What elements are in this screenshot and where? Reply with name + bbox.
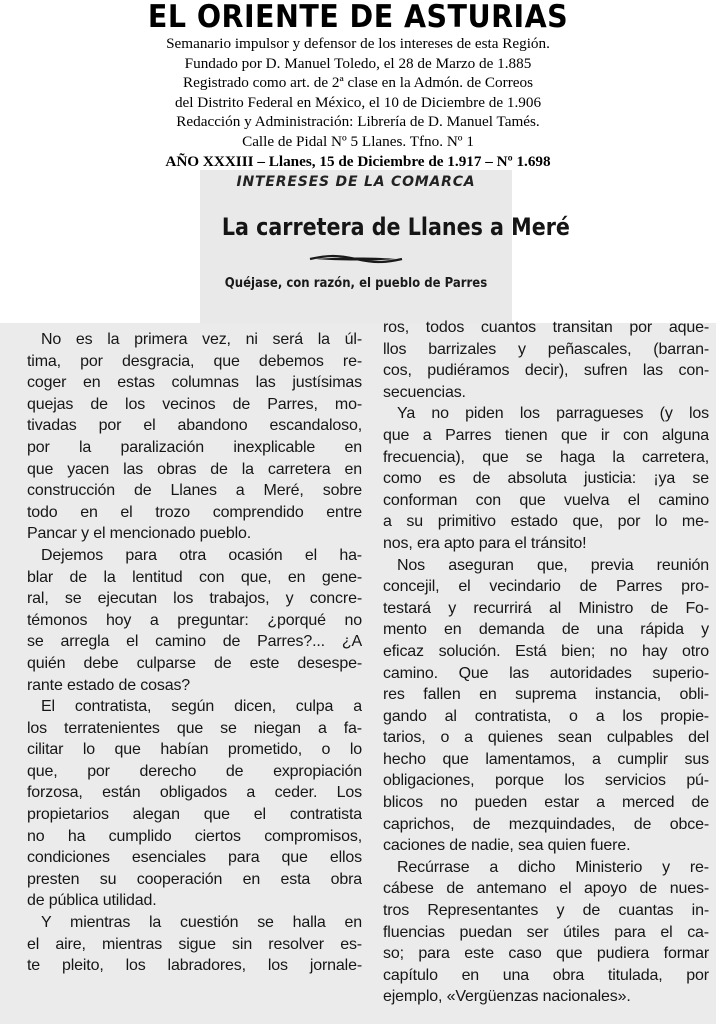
article-header — [200, 170, 570, 326]
text-line: eficaz solución. Está bien; no hay otro — [383, 642, 709, 660]
text-line: cos, pudiéramos decir), sufren las con- — [383, 362, 709, 380]
article-body — [0, 319, 716, 1024]
text-line: Recúrrase a dicho Ministerio y re- — [397, 858, 709, 876]
text-line: Y mientras la cuestión se halla en — [41, 914, 362, 932]
text-line: tros Representantes y de cuantas in- — [383, 902, 709, 920]
text-line: se arregla el camino de Parres?... ¿A — [27, 633, 362, 651]
masthead-line: Calle de Pidal Nº 5 Llanes. Tfno. Nº 1 — [242, 132, 474, 150]
text-line: concejil, el vecindario de Parres pro- — [383, 578, 709, 596]
text-line: te pleito, los labradores, los jornale- — [27, 957, 362, 975]
text-line: rante estado de cosas? — [27, 676, 191, 694]
text-line: ros, todos cuantos transitan por aque- — [383, 319, 709, 336]
text-line: Pancar y el mencionado pueblo. — [27, 525, 252, 543]
text-line: tima, por desgracia, que debemos re- — [27, 352, 362, 370]
text-line: Dejemos para otra ocasión el ha- — [41, 546, 362, 564]
article-column-right — [383, 317, 709, 1008]
text-line: camino. Que las autoridades superio- — [383, 664, 709, 682]
text-line: nos, era apto para el tránsito! — [383, 534, 587, 552]
text-line: caprichos, de mezquindades, de obce- — [383, 815, 709, 833]
text-line: ejemplo, «Vergüenzas nacionales». — [383, 988, 631, 1006]
text-line: cilitar lo que habían prometido, o lo — [27, 741, 362, 759]
text-line: caciones de nadie, sea quien fuere. — [383, 837, 631, 855]
text-line: construcción de Llanes a Meré, sobre — [27, 482, 362, 500]
text-line: como es de absoluta justicia: ¡ya se — [383, 470, 709, 488]
text-line: mento en demanda de una rápida y — [383, 621, 709, 639]
text-line: conforman con que vuelva el camino — [383, 491, 709, 509]
text-line: tivadas por el abandono escandaloso, — [27, 417, 362, 435]
issue-line: AÑO XXXIII – Llanes, 15 de Diciembre de 1.917 – Nº 1.698 — [165, 152, 551, 170]
newspaper-title: EL ORIENTE DE ASTURIAS — [147, 0, 569, 35]
masthead-line: Fundado por D. Manuel Toledo, el 28 de Marzo de 1.885 — [184, 54, 532, 72]
masthead-line: Semanario impulsor y defensor de los intereses de esta Región. — [166, 35, 550, 52]
text-line: no ha cumplido ciertos compromisos, — [27, 827, 362, 845]
text-line: capítulo en una obra titulada, por — [383, 966, 709, 984]
text-line: testará y recurrirá al Ministro de Fo- — [383, 599, 709, 617]
text-line: Ya no piden los parragueses (y los — [397, 405, 709, 423]
text-line: que a Parres tienen que ir con alguna — [383, 426, 709, 444]
text-line: condiciones esenciales para que ellos — [27, 849, 362, 867]
text-line: gando al contratista, o a los propie- — [383, 707, 709, 725]
article-headline: La carretera de Llanes a Meré — [221, 213, 570, 241]
article-column-left — [27, 329, 362, 977]
text-line: coger en estas columnas las justísimas — [27, 374, 362, 392]
ornament-divider-icon — [308, 252, 404, 266]
text-line: hecho que lamentamos, a cumplir sus — [383, 750, 709, 768]
text-line: so; para este caso que pudiera formar — [383, 945, 709, 963]
text-line: que, por derecho de expropiación — [27, 762, 362, 780]
text-line: frecuencia), que se haga la carretera, — [383, 448, 709, 466]
masthead-line: Registrado como art. de 2ª clase en la Admón. de Correos — [182, 74, 534, 92]
text-line: de pública utilidad. — [27, 892, 157, 910]
text-line: el aire, mientras sigue sin resolver es- — [27, 935, 362, 953]
text-line: que yacen las obras de la carretera en — [27, 460, 362, 478]
masthead-info — [0, 34, 716, 152]
text-line: quién debe culparse de este desespe- — [27, 654, 362, 672]
text-line: No es la primera vez, ni será la úl- — [41, 331, 362, 348]
text-line: propietarios alegan que el contratista — [27, 806, 362, 824]
masthead-line: del Distrito Federal en México, el 10 de Diciembre de 1.906 — [174, 93, 542, 111]
text-line: blar de la lentitud con que, en gene- — [27, 568, 362, 586]
text-line: todo en el trozo comprendido entre — [27, 503, 362, 521]
text-line: obligaciones, porque los servicios pú- — [383, 772, 709, 790]
text-line: cábese de antemano el apoyo de nues- — [383, 880, 709, 898]
text-line: presten su cooperación en esta obra — [27, 870, 362, 888]
text-line: El contratista, según dicen, culpa a — [41, 698, 362, 716]
text-line: llos barrizales y peñascales, (barran- — [383, 340, 709, 358]
text-line: quejas de los vecinos de Parres, mo- — [27, 395, 362, 413]
text-line: tarios, o a quienes sean culpables del — [383, 729, 709, 747]
text-line: blicos no pueden estar a merced de — [383, 794, 709, 812]
article-subheadline: Quéjase, con razón, el pueblo de Parres — [224, 276, 488, 291]
text-line: fluencias puedan ser útiles para el ca- — [383, 923, 709, 941]
text-line: forzosa, están obligados a ceder. Los — [27, 784, 362, 802]
text-line: por la paralización inexplicable en — [27, 438, 362, 456]
text-line: ral, se ejecutan los trabajos, y concre- — [27, 590, 362, 608]
masthead — [0, 0, 716, 172]
text-line: secuencias. — [383, 383, 466, 401]
masthead-line: Redacción y Administración: Librería de D. Manuel Tamés. — [176, 113, 540, 131]
text-line: a su primitivo estado que, por lo me- — [383, 513, 709, 531]
text-line: res fallen en suprema instancia, obli- — [383, 686, 709, 704]
text-line: Nos aseguran que, previa reunión — [397, 556, 709, 574]
text-line: los terratenientes que se niegan a fa- — [27, 719, 362, 737]
text-line: témonos hoy a preguntar: ¿porqué no — [27, 611, 362, 629]
section-label: INTERESES DE LA COMARCA — [236, 174, 476, 190]
